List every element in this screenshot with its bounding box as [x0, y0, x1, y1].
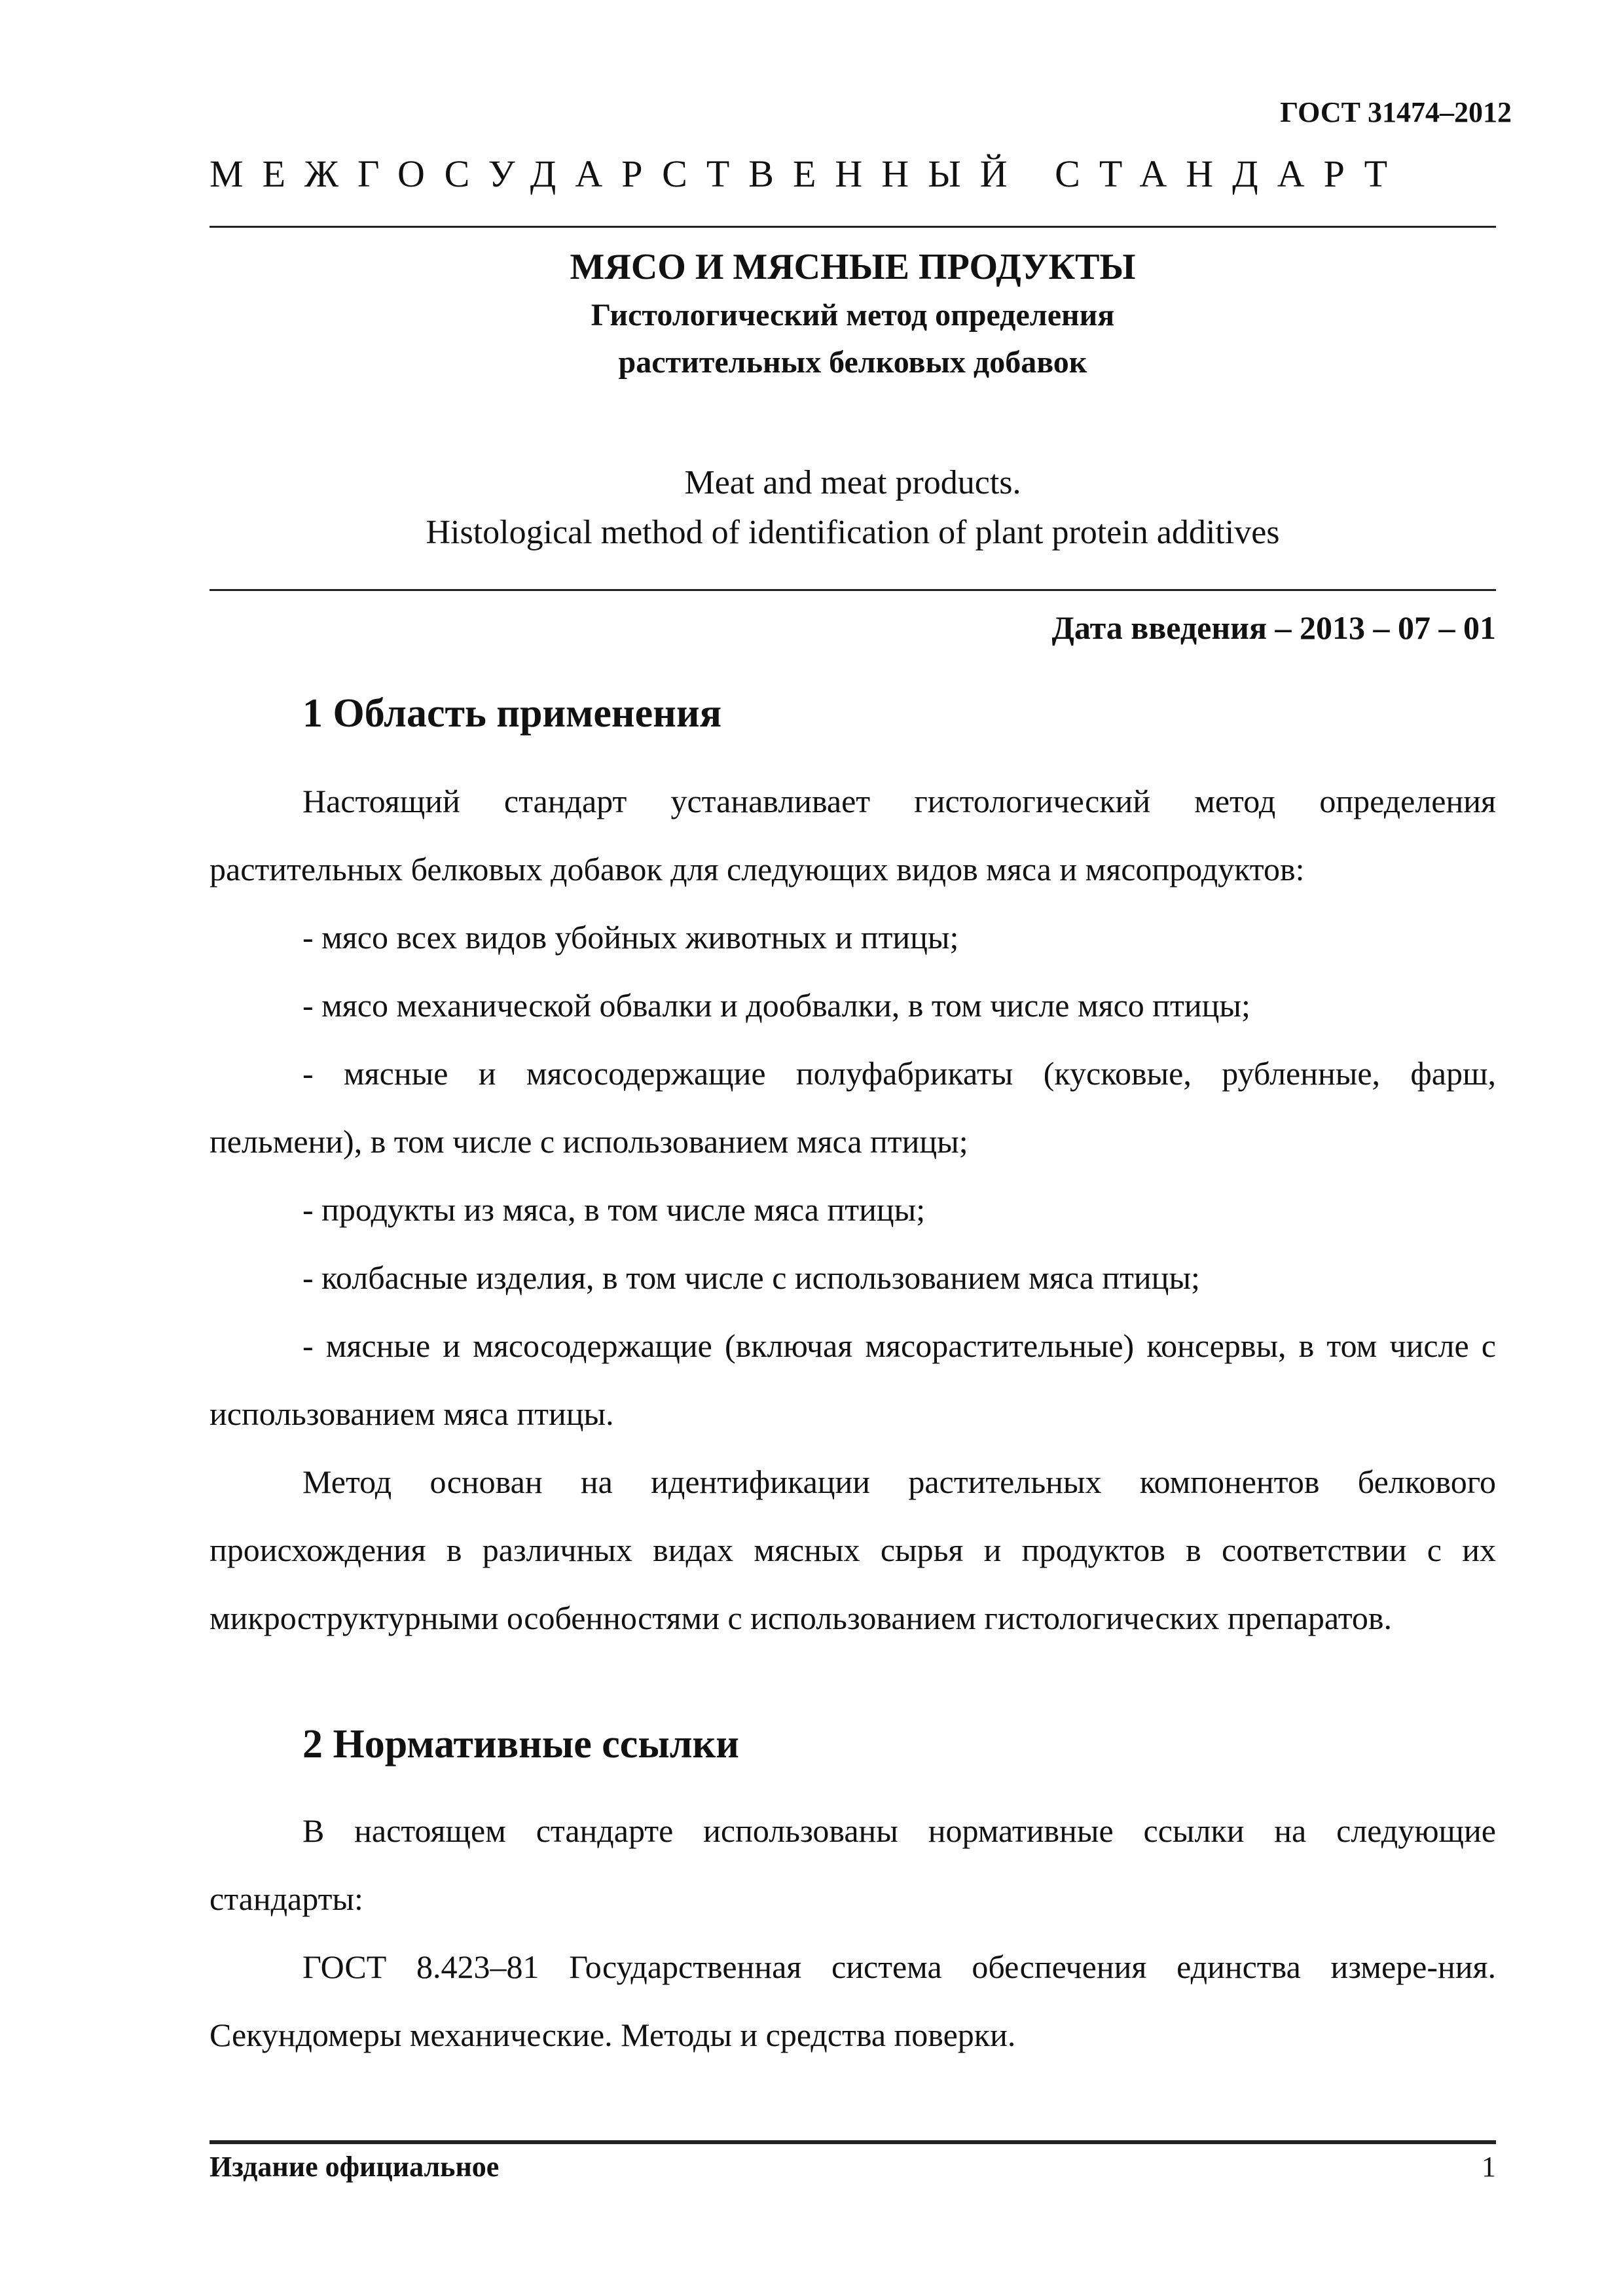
footer-divider — [210, 2140, 1496, 2144]
header-divider — [210, 226, 1496, 228]
gost-code: ГОСТ 31474–2012 — [1280, 96, 1512, 128]
english-title-line-2: Histological method of identification of plant protein additives — [426, 514, 1280, 551]
paragraph: В настоящем стандарте использованы нормативные ссылки на следующие стандарты: — [210, 1812, 1496, 1917]
list-item: - продукты из мяса, в том числе мяса птицы; — [302, 1191, 926, 1228]
edition-label: Издание официальное — [210, 2151, 500, 2183]
document-subtitle-line-1: Гистологический метод определения — [591, 298, 1115, 332]
paragraph: Настоящий стандарт устанавливает гистологический метод определения растительных белковых добавок для следующих видов мяса и мясопродуктов: — [210, 783, 1496, 888]
section-2-body — [210, 1797, 1496, 2069]
section-1-body — [210, 767, 1496, 1652]
list-item: - мясные и мясосодержащие (включая мясорастительные) консервы, в том числе с использованием мяса птицы. — [210, 1327, 1496, 1432]
list-item: - мясные и мясосодержащие полуфабрикаты (кусковые, рубленные, фарш, пельмени), в том числе с использованием мяса птицы; — [210, 1055, 1496, 1160]
list-item: - мясо всех видов убойных животных и птицы; — [302, 919, 959, 956]
section-2-heading: 2 Нормативные ссылки — [302, 1722, 739, 1767]
page-number: 1 — [1482, 2151, 1496, 2183]
document-title: МЯСО И МЯСНЫЕ ПРОДУКТЫ — [570, 247, 1136, 287]
english-title-line-1: Meat and meat products. — [684, 464, 1021, 501]
interstate-standard-label: МЕЖГОСУДАРСТВЕННЫЙ СТАНДАРТ — [210, 152, 1406, 195]
document-subtitle-line-2: растительных белковых добавок — [618, 345, 1087, 380]
paragraph: ГОСТ 8.423–81 Государственная система обеспечения единства измере-ния. Секундомеры механические. Методы и средства поверки. — [210, 1948, 1496, 2053]
section-1-heading: 1 Область применения — [302, 691, 722, 736]
introduction-date: Дата введения – 2013 – 07 – 01 — [1051, 609, 1496, 646]
list-item: - мясо механической обвалки и дообвалки, в том числе мясо птицы; — [302, 987, 1250, 1024]
english-title-block — [210, 458, 1496, 558]
title-block — [210, 242, 1496, 386]
list-item: - колбасные изделия, в том числе с использованием мяса птицы; — [302, 1259, 1200, 1296]
title-divider — [210, 589, 1496, 591]
paragraph: Метод основан на идентификации растительных компонентов белкового происхождения в различных видах мясных сырья и продуктов в соответствии с их микроструктурными особенностями с использованием гистологических препаратов. — [210, 1463, 1496, 1636]
